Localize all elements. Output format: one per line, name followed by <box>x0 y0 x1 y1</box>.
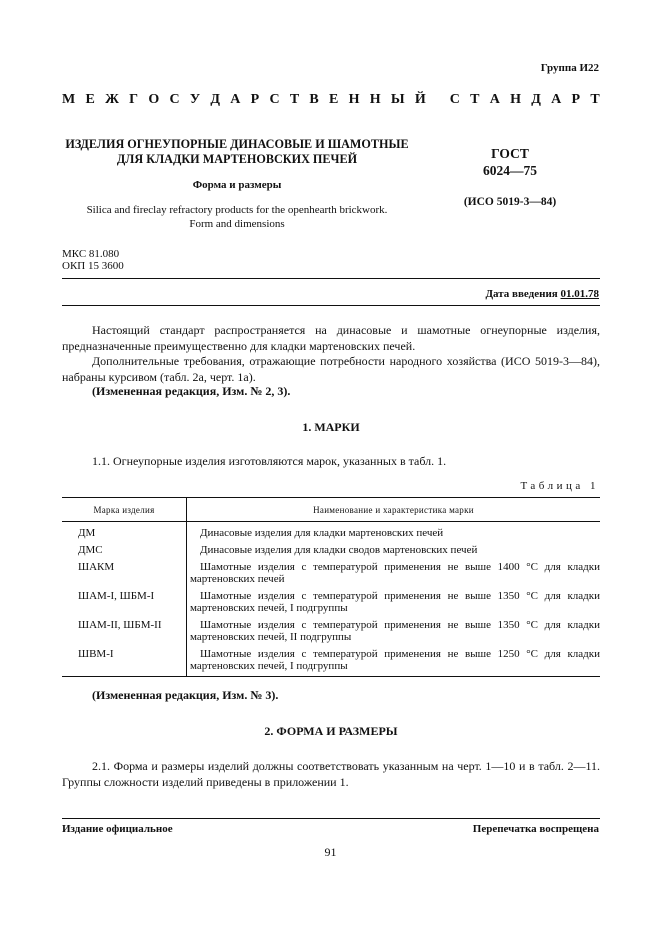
section-1-heading: 1. МАРКИ <box>302 420 360 434</box>
intro-paragraph-2: Дополнительные требования, отражающие потребности народного хозяйства (ИСО 5019-3—84), набраны курсивом (табл. 2а, черт. 1а). <box>62 354 600 384</box>
date-label: Дата введения <box>485 288 558 300</box>
document-subtitle: Форма и размеры <box>192 179 282 191</box>
table-1-caption: Таблица 1 <box>520 480 599 492</box>
heading-letter: А <box>230 92 241 107</box>
iso-reference: (ИСО 5019-3—84) <box>463 196 557 208</box>
gost-label: ГОСТ <box>491 146 529 161</box>
english-title <box>62 203 412 231</box>
mark-cell: ШАМ-I, ШБМ-I <box>62 585 187 614</box>
heading-letter: А <box>489 92 500 107</box>
heading-letter: Ы <box>390 92 405 107</box>
mark-cell: ШАМ-II, ШБМ-II <box>62 614 187 643</box>
gost-designation <box>450 145 570 179</box>
section-2-paragraph: 2.1. Форма и размеры изделий должны соответствовать указанным на черт. 1—10 и в табл. 2—11. Группы сложности изделий приведены в приложении 1. <box>62 759 600 789</box>
description-cell: Шамотные изделия с температурой применения не выше 1350 °С для кладки мартеновских печей, II подгруппы <box>190 619 600 643</box>
table-row <box>62 585 600 614</box>
reprint-prohibited-note: Перепечатка воспрещена <box>472 823 599 835</box>
heading-letter: Е <box>85 92 95 107</box>
section-2-heading: 2. ФОРМА И РАЗМЕРЫ <box>264 724 398 738</box>
title-line-2: ДЛЯ КЛАДКИ МАРТЕНОВСКИХ ПЕЧЕЙ <box>116 152 358 166</box>
standard-type-heading <box>62 92 600 108</box>
footer-divider <box>62 818 600 819</box>
mks-code: МКС 81.080 <box>62 248 120 260</box>
classification-codes <box>62 248 124 272</box>
heading-letter: Т <box>470 92 480 107</box>
heading-letter: Е <box>329 92 339 107</box>
heading-letter: С <box>169 92 180 107</box>
heading-letter: М <box>62 92 76 107</box>
heading-letter <box>436 92 440 108</box>
heading-letter: Ж <box>105 92 119 107</box>
heading-letter: Р <box>250 92 260 107</box>
heading-letter: В <box>309 92 319 107</box>
english-title-line-1: Silica and fireclay refractory products for the openhearth brickwork. <box>86 204 388 216</box>
heading-letter: Н <box>348 92 360 107</box>
heading-letter: Р <box>571 92 581 107</box>
effective-date <box>485 288 599 300</box>
page-number: 91 <box>324 845 337 859</box>
heading-letter: Т <box>590 92 600 107</box>
okp-code: ОКП 15 3600 <box>62 260 124 272</box>
heading-letter: С <box>269 92 280 107</box>
header-divider <box>62 278 600 279</box>
english-title-line-2: Form and dimensions <box>189 218 285 230</box>
description-cell: Шамотные изделия с температурой применения не выше 1400 °С для кладки мартеновских печей <box>190 561 600 585</box>
table-row <box>62 556 600 585</box>
marks-table <box>62 497 600 677</box>
description-cell: Динасовые изделия для кладки сводов мартеновских печей <box>200 544 478 556</box>
intro-revision-note: (Измененная редакция, Изм. № 2, 3). <box>92 384 291 398</box>
date-divider <box>62 305 600 306</box>
mark-cell: ДМС <box>62 539 187 556</box>
column-header-description: Наименование и характеристика марки <box>187 498 601 522</box>
description-cell: Шамотные изделия с температурой применения не выше 1350 °С для кладки мартеновских печей, I подгруппы <box>190 590 600 614</box>
table-row <box>62 539 600 556</box>
group-code: Группа И22 <box>540 62 599 74</box>
heading-letter: С <box>449 92 460 107</box>
gost-number: 6024—75 <box>483 163 537 178</box>
heading-letter: Д <box>210 92 221 107</box>
heading-letter: Н <box>510 92 522 107</box>
mark-cell: ШВМ-I <box>62 643 187 677</box>
heading-letter: Й <box>414 92 426 107</box>
table-row <box>62 522 600 540</box>
table-header-row <box>62 498 600 522</box>
document-title <box>62 137 412 167</box>
heading-letter: Т <box>289 92 300 107</box>
description-cell: Шамотные изделия с температурой применения не выше 1250 °С для кладки мартеновских печей, I подгруппы <box>187 643 601 677</box>
official-edition-note: Издание официальное <box>62 823 173 835</box>
column-header-mark: Марка изделия <box>62 498 187 522</box>
date-value: 01.01.78 <box>560 288 599 300</box>
heading-letter: Г <box>129 92 139 107</box>
heading-letter: Д <box>531 92 541 107</box>
section-1-paragraph: 1.1. Огнеупорные изделия изготовляются марок, указанных в табл. 1. <box>92 454 447 468</box>
intro-paragraph-1: Настоящий стандарт распространяется на динасовые и шамотные огнеупорные изделия, предназначенные преимущественно для кладки мартеновских печей. <box>62 323 600 353</box>
heading-letter: У <box>189 92 201 107</box>
heading-letter: О <box>148 92 160 107</box>
description-cell: Динасовые изделия для кладки мартеновских печей <box>200 527 444 539</box>
section-1-revision-note: (Измененная редакция, Изм. № 3). <box>92 688 279 702</box>
heading-letter: Н <box>369 92 381 107</box>
table-row <box>62 614 600 643</box>
heading-letter: А <box>551 92 562 107</box>
mark-cell: ДМ <box>62 522 187 540</box>
table-row <box>62 643 600 677</box>
mark-cell: ШАКМ <box>62 556 187 585</box>
title-line-1: ИЗДЕЛИЯ ОГНЕУПОРНЫЕ ДИНАСОВЫЕ И ШАМОТНЫЕ <box>65 137 409 151</box>
